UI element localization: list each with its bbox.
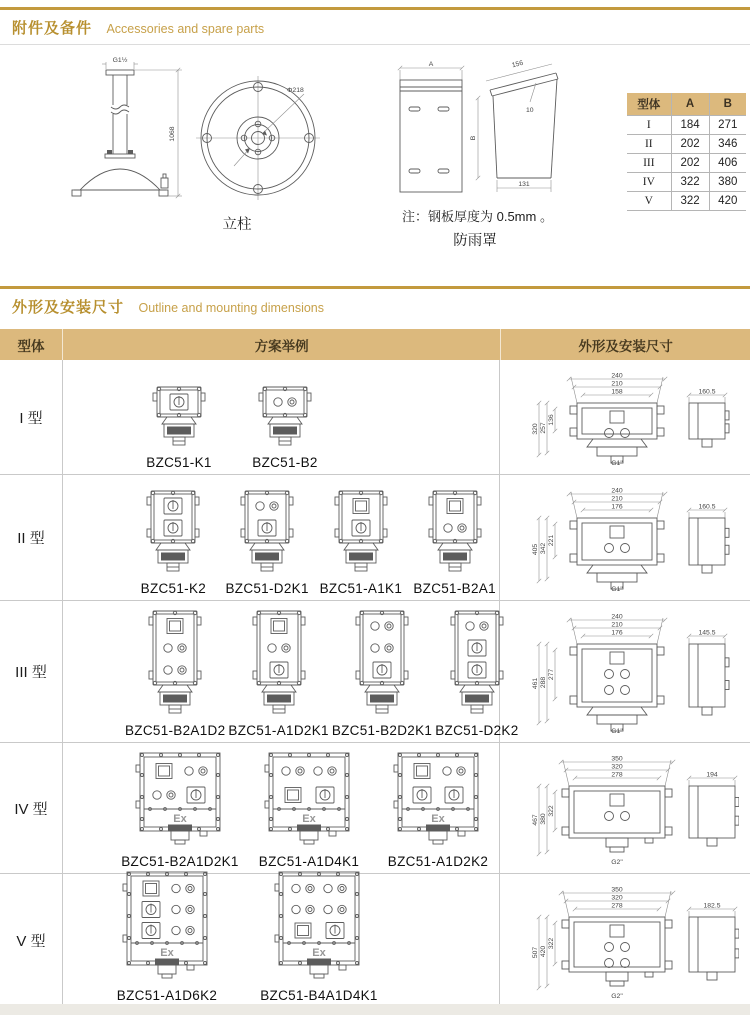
svg-text:467: 467: [531, 814, 539, 826]
product: [410, 487, 499, 600]
raincover-side-drawing: [466, 50, 578, 202]
scheme-examples-cell: [63, 743, 500, 873]
svg-text:240: 240: [610, 372, 623, 380]
svg-text:322: 322: [547, 805, 555, 817]
dimension-drawing: [500, 743, 749, 873]
size-table-header-cell: 型体: [627, 93, 671, 116]
type-label: III 型: [15, 664, 47, 681]
svg-text:320: 320: [610, 763, 623, 771]
product-drawing: [150, 383, 208, 452]
column-header-2: 外形及安装尺寸: [578, 338, 673, 354]
svg-text:G2": G2": [610, 993, 623, 1000]
outline-row-V 型: [0, 874, 750, 1008]
section1-underline: [0, 44, 750, 45]
section2-title-en: Outline and mounting dimensions: [138, 301, 324, 315]
product-name: BZC51-B4A1D4K1: [260, 988, 378, 1003]
product: [119, 750, 241, 873]
svg-text:350: 350: [610, 886, 623, 894]
outline-row-I 型: [0, 360, 750, 475]
svg-text:160.5: 160.5: [697, 503, 716, 511]
svg-text:145.5: 145.5: [697, 629, 716, 637]
table-cell: 271: [709, 116, 746, 135]
dimension-drawing: [500, 360, 749, 474]
product-name: BZC51-B2D2K1: [331, 723, 433, 738]
product-name: BZC51-B2A1D2: [125, 723, 226, 738]
type-cell: [0, 360, 63, 474]
table-cell: V: [627, 192, 671, 211]
section1-header: [12, 17, 264, 38]
product-drawing: [426, 487, 484, 578]
table-row: [627, 154, 746, 173]
table-cell: 202: [671, 154, 709, 173]
svg-text:507: 507: [531, 946, 539, 959]
table-cell: 202: [671, 135, 709, 154]
product-drawing: [250, 607, 308, 720]
svg-text:160.5: 160.5: [697, 388, 716, 396]
product-name: BZC51-A1D2K2: [387, 854, 489, 869]
svg-text:Ex: Ex: [312, 947, 326, 959]
svg-text:320: 320: [531, 423, 539, 435]
product-name: BZC51-D2K1: [225, 581, 309, 596]
svg-text:210: 210: [610, 621, 623, 629]
dimension-drawing: [500, 601, 749, 742]
svg-text:G1": G1": [610, 460, 623, 467]
table-cell: 406: [709, 154, 746, 173]
outline-table-header: [0, 329, 750, 360]
product: [228, 607, 328, 742]
table-cell: III: [627, 154, 671, 173]
product-drawing: [448, 607, 506, 720]
product-name: BZC51-A1D6K2: [116, 988, 218, 1003]
size-table-header-cell: B: [709, 93, 746, 116]
svg-text:158: 158: [610, 388, 623, 396]
type-label: IV 型: [14, 800, 48, 818]
svg-text:288: 288: [539, 676, 547, 689]
top-gold-divider: [0, 7, 750, 10]
svg-text:278: 278: [610, 902, 623, 910]
product: [332, 607, 432, 742]
table-cell: 380: [709, 173, 746, 192]
type-label: V 型: [16, 933, 46, 950]
svg-text:320: 320: [610, 894, 623, 902]
product-name: BZC51-K1: [146, 455, 212, 470]
svg-text:210: 210: [610, 495, 623, 503]
svg-text:182.5: 182.5: [702, 902, 721, 910]
table-row: [627, 173, 746, 192]
svg-text:240: 240: [610, 613, 623, 621]
raincover-height-dim: B: [470, 135, 477, 141]
type-cell: [0, 874, 63, 1007]
product: [253, 869, 385, 1007]
table-cell: 184: [671, 116, 709, 135]
product-name: BZC51-K2: [140, 581, 207, 596]
svg-text:380: 380: [539, 813, 547, 825]
product-drawing: [390, 750, 486, 851]
svg-text:G1": G1": [610, 586, 623, 593]
raincover-width-dim: A: [428, 61, 434, 68]
size-table: [627, 93, 746, 211]
product: [129, 487, 218, 600]
product-drawing: [271, 869, 367, 985]
svg-text:240: 240: [610, 487, 623, 495]
product: [317, 487, 406, 600]
pillar-height-dim: 1068: [169, 126, 176, 142]
pillar-flange-drawing: [192, 72, 324, 204]
section2-gold-divider: [0, 286, 750, 289]
product-name: BZC51-A1K1: [319, 581, 403, 596]
product-drawing: [146, 607, 204, 720]
pillar-label: 立柱: [222, 217, 252, 233]
svg-text:342: 342: [539, 542, 547, 555]
svg-text:176: 176: [610, 629, 623, 637]
svg-text:210: 210: [610, 380, 623, 388]
svg-text:Ex: Ex: [431, 813, 445, 825]
scheme-examples-cell: [63, 360, 500, 474]
product-name: BZC51-D2K2: [435, 723, 519, 738]
dimension-drawing: [500, 874, 749, 1007]
type-label: II 型: [17, 530, 45, 547]
table-row: [627, 116, 746, 135]
product: [129, 383, 229, 474]
svg-text:278: 278: [610, 771, 623, 779]
product: [101, 869, 233, 1007]
pillar-drawing: [58, 54, 198, 212]
svg-text:136: 136: [547, 414, 555, 426]
product-name: BZC51-B2: [252, 455, 318, 470]
product-drawing: [144, 487, 202, 578]
size-table-header-cell: A: [671, 93, 709, 116]
table-cell: II: [627, 135, 671, 154]
svg-text:277: 277: [547, 668, 555, 681]
raincover-thickness-dim: 10: [526, 107, 534, 114]
svg-text:194: 194: [705, 771, 718, 779]
svg-text:Ex: Ex: [160, 947, 174, 959]
scheme-examples-cell: [63, 874, 500, 1007]
section1-title-en: Accessories and spare parts: [106, 22, 265, 36]
product-drawing: [261, 750, 357, 851]
svg-text:G1": G1": [610, 728, 623, 735]
product-name: BZC51-A1D4K1: [258, 854, 360, 869]
table-cell: 346: [709, 135, 746, 154]
product-drawing: [238, 487, 296, 578]
outline-table: [0, 329, 750, 1008]
product: [223, 487, 312, 600]
outline-row-IV 型: [0, 743, 750, 874]
table-row: [627, 135, 746, 154]
section2-header: [12, 296, 324, 317]
outline-row-III 型: [0, 601, 750, 743]
column-header-0: 型体: [0, 329, 63, 360]
section2-title-zh: 外形及安装尺寸: [12, 299, 125, 316]
scheme-examples-cell: [63, 601, 519, 742]
type-cell: [0, 601, 63, 742]
column-header-1: 方案举例: [63, 329, 501, 360]
product-name: BZC51-A1D2K1: [228, 723, 329, 738]
product-name: BZC51-B2A1: [413, 581, 496, 596]
raincover-label: 防雨罩: [453, 233, 497, 249]
type-label: I 型: [19, 409, 43, 427]
product-drawing: [132, 750, 228, 851]
table-cell: 322: [671, 192, 709, 211]
product: [377, 750, 499, 873]
svg-text:461: 461: [531, 677, 539, 690]
table-cell: IV: [627, 173, 671, 192]
scheme-examples-cell: [63, 475, 500, 600]
product: [235, 383, 335, 474]
svg-text:350: 350: [610, 755, 623, 763]
product-drawing: [256, 383, 314, 452]
steel-thickness-note: 注：钢板厚度为 0.5mm 。: [402, 209, 553, 224]
svg-text:G2": G2": [610, 859, 623, 866]
product-drawing: [332, 487, 390, 578]
svg-text:Ex: Ex: [173, 813, 187, 825]
svg-text:176: 176: [610, 503, 623, 511]
table-cell: 322: [671, 173, 709, 192]
raincover-front-drawing: [392, 58, 470, 200]
product: [125, 607, 225, 742]
product: [248, 750, 370, 873]
dimension-drawing: [500, 475, 749, 600]
svg-text:221: 221: [547, 534, 555, 547]
page-bottom-strip: [0, 1004, 750, 1015]
product-drawing: [353, 607, 411, 720]
svg-text:405: 405: [531, 543, 539, 556]
svg-text:322: 322: [547, 937, 555, 950]
section1-title-zh: 附件及备件: [12, 20, 93, 37]
type-cell: [0, 475, 63, 600]
product-name: BZC51-B2A1D2K1: [121, 854, 239, 869]
outline-row-II 型: [0, 475, 750, 601]
type-cell: [0, 743, 63, 873]
flange-diameter-dim: Φ218: [287, 87, 304, 94]
raincover-bottom-dim: 131: [518, 181, 530, 188]
product-drawing: [119, 869, 215, 985]
table-cell: 420: [709, 192, 746, 211]
svg-text:Ex: Ex: [302, 813, 316, 825]
pillar-thread-dim: G1½: [112, 57, 128, 64]
table-row: [627, 192, 746, 211]
svg-text:420: 420: [539, 945, 547, 958]
svg-text:257: 257: [539, 422, 547, 434]
raincover-top-dim: 156: [511, 59, 524, 70]
size-table-header-row: [627, 93, 746, 116]
table-cell: I: [627, 116, 671, 135]
